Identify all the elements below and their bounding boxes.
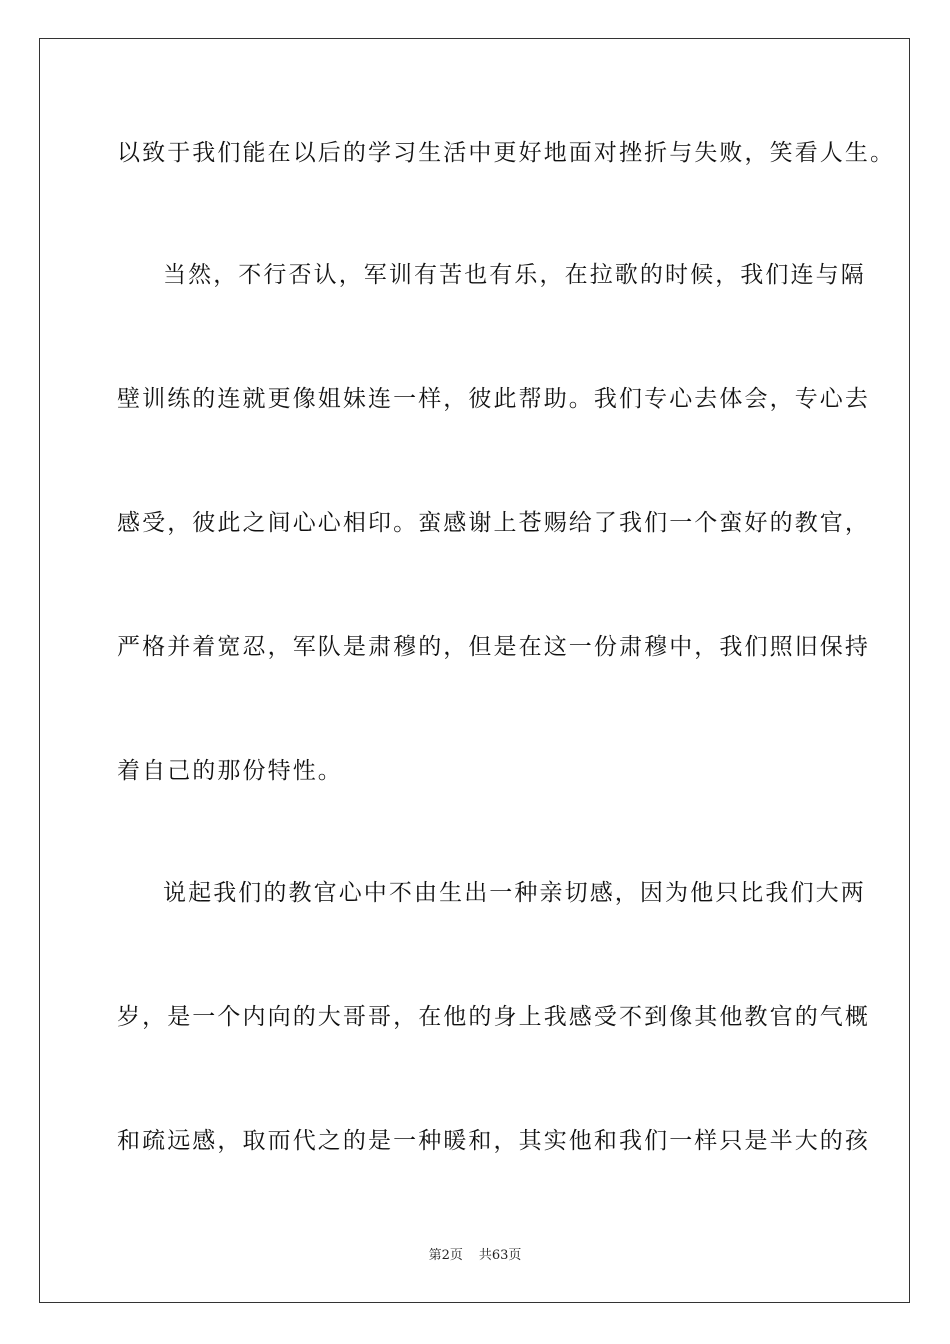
text-line: 和疏远感，取而代之的是一种暖和，其实他和我们一样只是半大的孩 — [117, 1128, 870, 1154]
text-line: 壁训练的连就更像姐妹连一样，彼此帮助。我们专心去体会，专心去 — [117, 386, 870, 412]
text-line: 严格并着宽忍，军队是肃穆的，但是在这一份肃穆中，我们照旧保持 — [117, 634, 870, 660]
paragraph-first-line: 说起我们的教官心中不由生出一种亲切感，因为他只比我们大两 — [163, 880, 866, 906]
paragraph-first-line: 当然，不行否认，军训有苦也有乐，在拉歌的时候，我们连与隔 — [163, 262, 866, 288]
text-line: 以致于我们能在以后的学习生活中更好地面对挫折与失败，笑看人生。 — [117, 140, 896, 166]
page-border — [39, 38, 910, 1303]
page-total: 共63页 — [478, 1248, 522, 1263]
text-line: 着自己的那份特性。 — [117, 758, 343, 784]
page-number: 第2页 — [428, 1248, 463, 1263]
text-line: 感受，彼此之间心心相印。蛮感谢上苍赐给了我们一个蛮好的教官， — [117, 510, 870, 536]
page-footer — [0, 1247, 950, 1265]
text-line: 岁，是一个内向的大哥哥，在他的身上我感受不到像其他教官的气概 — [117, 1004, 870, 1030]
